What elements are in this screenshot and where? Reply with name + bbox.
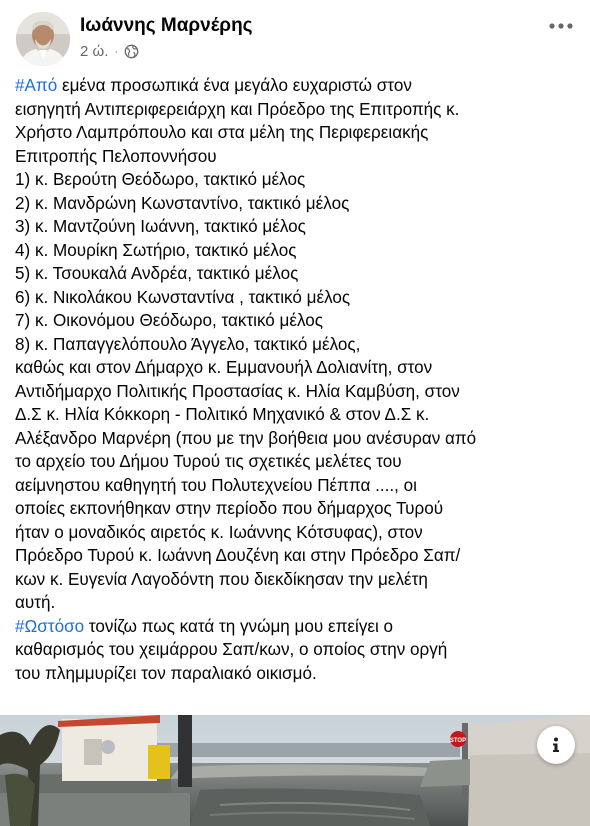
post-text-line: οποίες εκπονήθηκαν στην περίοδο που δήμαρχος Τυρού [15, 499, 444, 518]
post-text-line: 7) κ. Οικονόμου Θεόδωρο, τακτικό μέλος [15, 311, 324, 330]
post-text-line: 8) κ. Παπαγγελόπουλο Άγγελο, τακτικό μέλος, [15, 334, 361, 354]
post-text-line-hashtag [15, 615, 585, 639]
post-timestamp[interactable]: 2 ώ. [80, 43, 109, 60]
post-text-line-1-rest: εμένα προσωπικά ένα μεγάλο ευχαριστώ στον [57, 76, 412, 95]
author-name[interactable]: Ιωάννης Μαρνέρης [80, 15, 253, 36]
meta-separator: · [114, 45, 119, 58]
post-text-line: το αρχείο του Δήμου Τυρού τις σχετικές μελέτες του [15, 452, 402, 471]
more-horizontal-icon[interactable] [546, 16, 576, 36]
post-text-line: ήταν ο μοναδικός αιρετός κ. Ιωάννης Κότσυφας), στον [15, 522, 423, 542]
post-text-line: 2) κ. Μανδρώνη Κωνσταντίνο, τακτικό μέλος [15, 193, 350, 213]
hashtag-ostoso[interactable]: #Ωστόσο [15, 616, 85, 636]
post-text-line-1 [15, 74, 585, 98]
post-text-line: 3) κ. Μαντζούνη Ιωάννη, τακτικό μέλος [15, 217, 306, 236]
post-text-line: 4) κ. Μουρίκη Σωτήριο, τακτικό μέλος [15, 240, 297, 260]
info-icon[interactable] [537, 726, 575, 764]
post-text-line: αυτή. [15, 593, 56, 612]
post-text-line: εισηγητή Αντιπεριφερειάρχη και Πρόεδρο της Επιτροπής κ. [15, 99, 460, 119]
post-text-line: καθώς και στον Δήμαρχο κ. Εμμανουήλ Δολιανίτη, στον [15, 358, 433, 377]
post-text-line: Αλέξανδρο Μαρνέρη (που με την βοήθεια μου ανέσυραν από [15, 428, 477, 448]
post-text-line: 1) κ. Βερούτη Θεόδωρο, τακτικό μέλος [15, 170, 306, 189]
post-text-line: Επιτροπής Πελοποννήσου [15, 146, 217, 166]
post-text [15, 74, 585, 685]
post-text-line: 5) κ. Τσουκαλά Ανδρέα, τακτικό μέλος [15, 264, 299, 283]
post-text-line: Πρόεδρο Τυρού κ. Ιωάννη Δουζένη και στην Πρόεδρο Σαπ/ [15, 546, 461, 565]
post-text-line-hashtag-rest: τονίζω πως κατά τη γνώμη μου επείγει ο [84, 616, 394, 636]
post-text-line: αείμνηστου καθηγητή του Πολυτεχνείου Πέππα ...., οι [15, 475, 417, 495]
post-text-line: κων κ. Ευγενία Λαγοδόντη που διεκδίκησαν την μελέτη [15, 569, 428, 589]
post-text-line: καθαρισμός του χειμάρρου Σαπ/κων, ο οποίος στην οργή [15, 640, 448, 659]
post-text-line: Αντιδήμαρχο Πολιτικής Προστασίας κ. Ηλία Καμβύση, στον [15, 381, 460, 401]
avatar-photo [16, 12, 70, 66]
stop-sign-text: STOP [449, 738, 467, 744]
post-text-line: 6) κ. Νικολάκου Κωνσταντίνα , τακτικό μέλος [15, 287, 351, 307]
post-meta [80, 43, 139, 60]
post-header [0, 0, 590, 70]
hashtag-apo[interactable]: #Από [15, 76, 58, 95]
flood-photo [0, 715, 590, 826]
post-photo[interactable] [0, 715, 590, 826]
post-text-line: Χρήστο Λαμπρόπουλο και στα μέλη της Περιφερειακής [15, 123, 429, 142]
avatar[interactable] [16, 12, 70, 66]
post-text-line: Δ.Σ κ. Ηλία Κόκκορη - Πολιτικό Μηχανικό & στον Δ.Σ κ. [15, 405, 430, 424]
globe-icon[interactable] [124, 44, 139, 59]
post-text-line: του πλημμυρίζει τον παραλιακό οικισμό. [15, 663, 317, 683]
